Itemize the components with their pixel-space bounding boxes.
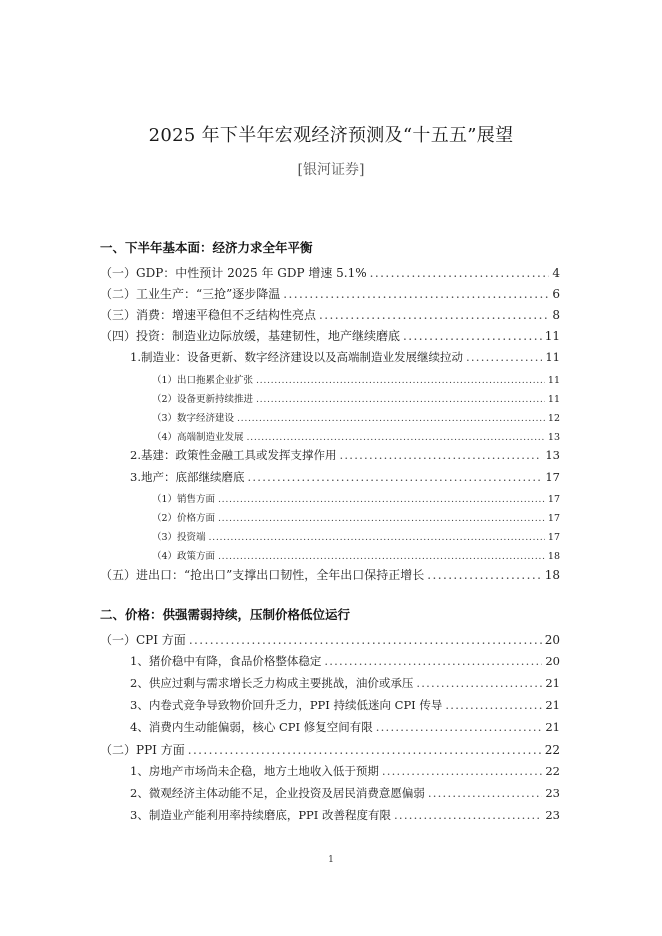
toc-entry[interactable]: （二）PPI 方面 . . . 22 (100, 741, 560, 758)
toc-entry[interactable]: （3）投资端 . . . 17 (152, 529, 560, 543)
toc-entry[interactable]: （1）销售方面 . . . 17 (152, 491, 560, 505)
toc-entry[interactable]: （1）出口拖累企业扩张 . . . 11 (152, 372, 560, 386)
toc-entry[interactable]: 4、消费内生动能偏弱，核心 CPI 修复空间有限 . . . 21 (130, 719, 560, 735)
toc-entry[interactable]: （3）数字经济建设 . . . 12 (152, 410, 560, 424)
toc-entry[interactable]: 2、微观经济主体动能不足，企业投资及居民消费意愿偏弱 . . . 23 (130, 785, 560, 801)
toc-entry[interactable]: （2）设备更新持续推进 . . . 11 (152, 391, 560, 405)
toc-entry[interactable]: （一）CPI 方面 . . . 20 (100, 631, 560, 648)
toc-entry[interactable]: 1、猪价稳中有降，食品价格整体稳定 . . . 20 (130, 653, 560, 669)
toc-section-heading: 一、下半年基本面：经济力求全年平衡 (100, 240, 313, 255)
document-title: 2025 年下半年宏观经济预测及“十五五”展望 (148, 125, 514, 146)
document-source: [银河证券] (297, 162, 365, 178)
toc-entry[interactable]: 3、制造业产能利用率持续磨底，PPI 改善程度有限 . . . 23 (130, 807, 560, 823)
page-number: 1 (328, 855, 334, 865)
toc-entry[interactable]: 2.基建：政策性金融工具或发挥支撑作用 . . . 13 (130, 447, 560, 463)
toc-entry[interactable]: 1.制造业：设备更新、数字经济建设以及高端制造业发展继续拉动 . . . 11 (130, 349, 560, 365)
toc-entry[interactable]: （4）高端制造业发展 . . . 13 (152, 429, 560, 443)
toc-entry[interactable]: 2、供应过剩与需求增长乏力构成主要挑战，油价或承压 . . . 21 (130, 675, 560, 691)
toc-entry[interactable]: （一）GDP：中性预计 2025 年 GDP 增速 5.1% . . . 4 (100, 264, 560, 281)
toc-entry[interactable]: （4）政策方面 . . . 18 (152, 548, 560, 562)
toc-entry[interactable]: 1、房地产市场尚未企稳，地方土地收入低于预期 . . . 22 (130, 763, 560, 779)
toc-entry[interactable]: （三）消费：增速平稳但不乏结构性亮点 . . . 8 (100, 306, 560, 323)
toc-entry[interactable]: （二）工业生产：“三抢”逐步降温 . . . 6 (100, 285, 560, 302)
toc-entry[interactable]: （五）进出口：“抢出口”支撑出口韧性，全年出口保持正增长 . . . 18 (100, 566, 560, 583)
toc-section-heading: 二、价格：供强需弱持续，压制价格低位运行 (100, 607, 351, 622)
toc-entry[interactable]: （四）投资：制造业边际放缓，基建韧性，地产继续磨底 . . . 11 (100, 327, 560, 344)
toc-entry[interactable]: （2）价格方面 . . . 17 (152, 510, 560, 524)
toc-entry[interactable]: 3、内卷式竞争导致物价回升乏力，PPI 持续低迷向 CPI 传导 . . . 21 (130, 697, 560, 713)
toc-entry[interactable]: 3.地产：底部继续磨底 . . . 17 (130, 469, 560, 485)
